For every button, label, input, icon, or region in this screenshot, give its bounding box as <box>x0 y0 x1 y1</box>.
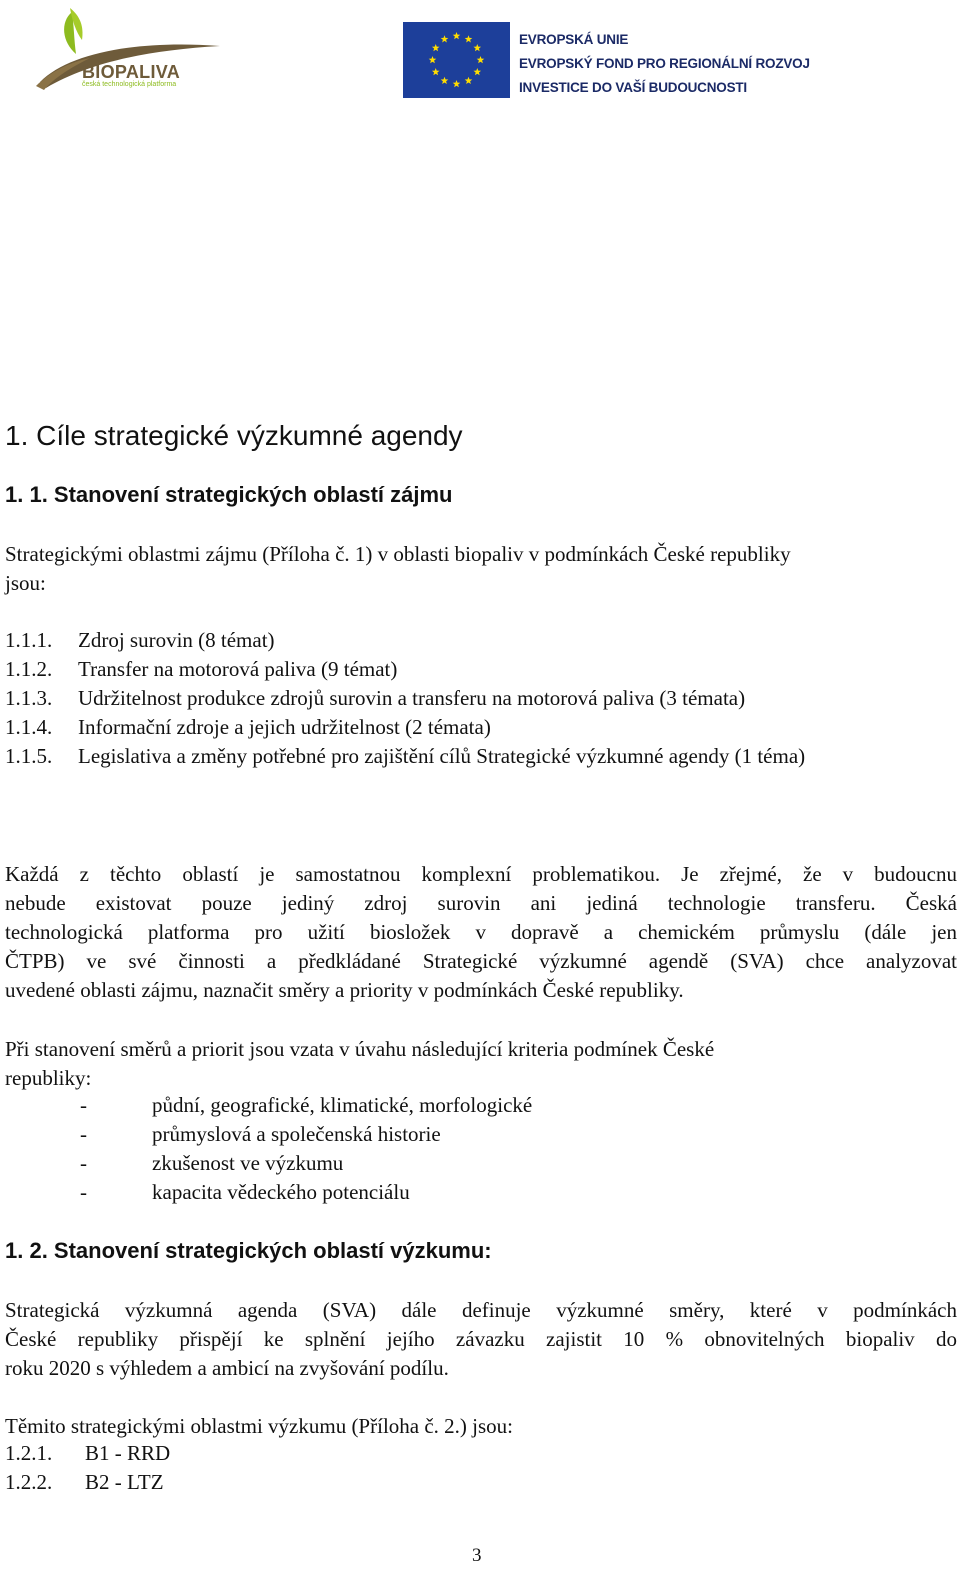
list-item-number: 1.1.4. <box>5 715 53 739</box>
eu-star-icon <box>453 80 461 87</box>
paragraph-areas <box>5 860 957 1005</box>
list-item-number: 1.1.3. <box>5 686 53 710</box>
list-item-number: 1.2.1. <box>5 1441 53 1465</box>
list-dash: - <box>80 1122 87 1146</box>
paragraph-line: Strategická výzkumná agenda (SVA) dále definuje výzkumné směry, které v podmínkách <box>5 1298 957 1322</box>
list-dash: - <box>80 1093 87 1117</box>
eu-star-icon <box>477 56 485 63</box>
eu-stars-icon <box>403 22 510 98</box>
eu-line-3: INVESTICE DO VAŠÍ BUDOUCNOSTI <box>519 80 747 95</box>
biopaliva-logo-text: BIOPALIVA <box>82 62 181 82</box>
paragraph-line: roku 2020 s výhledem a ambicí na zvyšování podílu. <box>5 1356 449 1380</box>
eu-logo-text <box>519 28 810 100</box>
intro-line-1: Strategickými oblastmi zájmu (Příloha č. 1) v oblasti biopaliv v podmínkách České republiky <box>5 542 791 566</box>
eu-star-icon <box>473 68 481 75</box>
criteria-item: kapacita vědeckého potenciálu <box>152 1180 410 1204</box>
eu-flag <box>403 22 510 98</box>
paragraph-line: Každá z těchto oblastí je samostatnou komplexní problematikou. Je zřejmé, že v budoucnu <box>5 862 957 886</box>
eu-line-2: EVROPSKÝ FOND PRO REGIONÁLNÍ ROZVOJ <box>519 56 810 71</box>
list-item-text: Udržitelnost produkce zdrojů surovin a transferu na motorová paliva (3 témata) <box>78 686 746 710</box>
eu-star-icon <box>432 44 440 51</box>
list-item-number: 1.2.2. <box>5 1470 53 1494</box>
list-item-text: Legislativa a změny potřebné pro zajištění cílů Strategické výzkumné agendy (1 téma) <box>78 744 806 768</box>
list-dash: - <box>80 1180 87 1204</box>
list-item-number: 1.1.2. <box>5 657 53 681</box>
paragraph-line: uvedené oblasti zájmu, naznačit směry a priority v podmínkách České republiky. <box>5 978 684 1002</box>
eu-star-icon <box>432 68 440 75</box>
list-item-text: Informační zdroje a jejich udržitelnost (2 témata) <box>78 715 491 739</box>
eu-star-icon <box>473 44 481 51</box>
eu-star-icon <box>465 77 473 84</box>
eu-star-icon <box>441 77 449 84</box>
eu-logo <box>403 22 823 102</box>
paragraph-line: nebude existovat pouze jediný zdroj surovin ani jediná technologie transferu. Česká <box>5 891 957 915</box>
eu-star-icon <box>465 35 473 42</box>
criteria-item: průmyslová a společenská historie <box>152 1122 441 1146</box>
paragraph-line: technologická platforma pro užití biosložek v dopravě a chemickém průmyslu (dále jen <box>5 920 957 944</box>
criteria-item: zkušenost ve výzkumu <box>152 1151 344 1175</box>
criteria-item: půdní, geografické, klimatické, morfologické <box>152 1093 533 1117</box>
eu-star-icon <box>441 35 449 42</box>
biopaliva-logo <box>30 2 230 102</box>
section-1-1-subtitle: 1. 1. Stanovení strategických oblastí zájmu <box>5 482 453 507</box>
list-item-number: 1.1.1. <box>5 628 53 652</box>
biopaliva-logo-tagline: česká technologická platforma <box>82 81 177 88</box>
section-1-title: 1. Cíle strategické výzkumné agendy <box>5 420 463 451</box>
page-number: 3 <box>472 1545 482 1566</box>
research-areas-intro: Těmito strategickými oblastmi výzkumu (Příloha č. 2.) jsou: <box>5 1414 513 1438</box>
paragraph-line: ČTPB) ve své činnosti a předkládané Strategické výzkumné agendě (SVA) chce analyzovat <box>5 949 957 973</box>
eu-line-1: EVROPSKÁ UNIE <box>519 32 629 47</box>
eu-star-icon <box>429 56 437 63</box>
paragraph-line: České republiky přispějí ke splnění jejího závazku zajistit 10 % obnovitelných biopaliv do <box>5 1327 957 1351</box>
intro-line-2: jsou: <box>5 571 46 595</box>
criteria-intro-line-1: Při stanovení směrů a priorit jsou vzata v úvahu následující kriteria podmínek České <box>5 1037 715 1061</box>
list-item-text: Zdroj surovin (8 témat) <box>78 628 275 652</box>
list-item-text: Transfer na motorová paliva (9 témat) <box>78 657 398 681</box>
list-item-text: B1 - RRD <box>85 1441 171 1465</box>
criteria-intro-line-2: republiky: <box>5 1066 92 1090</box>
list-item-text: B2 - LTZ <box>85 1470 164 1494</box>
eu-star-icon <box>453 32 461 39</box>
paragraph-sva <box>5 1296 957 1383</box>
section-1-2-subtitle: 1. 2. Stanovení strategických oblastí výzkumu: <box>5 1238 492 1263</box>
list-item-number: 1.1.5. <box>5 744 53 768</box>
list-dash: - <box>80 1151 87 1175</box>
